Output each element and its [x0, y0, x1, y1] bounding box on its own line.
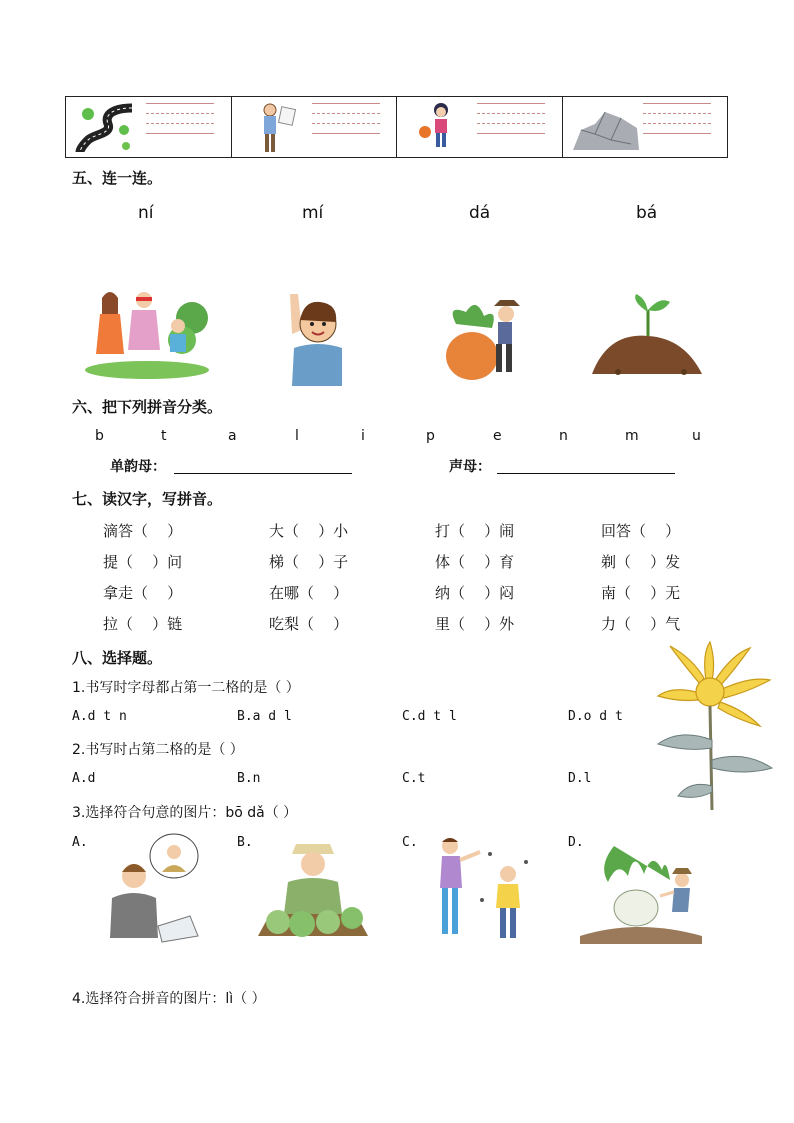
chrysanthemum-image	[640, 640, 790, 812]
item-r2-c3[interactable]: 体（ ）育	[435, 553, 515, 571]
item-r2-c2[interactable]: 梯（ ）子	[269, 553, 349, 571]
question-3: 3.选择符合句意的图片：bō dǎ（ ）	[72, 805, 298, 821]
winding-road-image	[74, 100, 136, 154]
item-r2-c1[interactable]: 提（ ）问	[103, 553, 183, 571]
writing-lines[interactable]	[312, 103, 380, 143]
boy-raising-hand-image	[284, 290, 344, 386]
item-r4-c2[interactable]: 吃梨（ ）	[269, 615, 349, 633]
item-r1-c1[interactable]: 滴答（ ）	[103, 522, 183, 540]
section-5-title: 五、连一连。	[72, 169, 163, 187]
section-6-title: 六、把下列拼音分类。	[72, 398, 223, 416]
pinyin-ni: ní	[138, 203, 154, 223]
letter-a: a	[228, 428, 237, 444]
rock-pile-image	[571, 100, 641, 154]
man-reading-paper-image	[240, 100, 302, 154]
q2-option-c[interactable]: C.t	[402, 771, 426, 786]
letter-b: b	[95, 428, 104, 444]
pinyin-mi: mí	[302, 203, 324, 223]
pinyin-ba: bá	[636, 203, 658, 223]
vowel-label: 单韵母：	[110, 459, 166, 475]
q3-option-d[interactable]: D.	[568, 835, 584, 850]
letter-n: n	[559, 428, 568, 444]
q1-option-a[interactable]: A.d t n	[72, 709, 127, 724]
letter-t: t	[161, 428, 167, 444]
picture-cell-road	[66, 97, 232, 157]
child-basketball-image	[405, 100, 467, 154]
people-dancing-image	[430, 834, 534, 944]
letter-u: u	[692, 428, 701, 444]
pinyin-da: dá	[469, 203, 491, 223]
item-r3-c2[interactable]: 在哪（ ）	[269, 584, 349, 602]
vowel-answer-line[interactable]	[174, 473, 352, 474]
letter-p: p	[426, 428, 435, 444]
question-2: 2.书写时占第二格的是（ ）	[72, 742, 244, 758]
item-r3-c3[interactable]: 纳（ ）闷	[435, 584, 515, 602]
item-r3-c1[interactable]: 拿走（ ）	[103, 584, 183, 602]
question-1: 1.书写时字母都占第一二格的是（ ）	[72, 680, 300, 696]
writing-lines[interactable]	[477, 103, 545, 143]
picture-cell-basketball	[397, 97, 563, 157]
letter-e: e	[493, 428, 502, 444]
picture-cell-rocks	[563, 97, 728, 157]
q1-option-d[interactable]: D.o d t	[568, 709, 623, 724]
initial-label: 声母：	[449, 459, 491, 475]
q3-option-b[interactable]: B.	[237, 835, 253, 850]
q2-option-d[interactable]: D.l	[568, 771, 592, 786]
children-playing-blindfold-image	[82, 288, 212, 380]
letter-m: m	[625, 428, 639, 444]
picture-writing-table	[65, 96, 728, 158]
farmer-cabbages-image	[256, 836, 370, 944]
man-pulling-radish-image	[436, 294, 526, 386]
sprout-in-soil-image	[588, 292, 706, 384]
item-r2-c4[interactable]: 剃（ ）发	[601, 553, 681, 571]
initial-answer-line[interactable]	[497, 473, 675, 474]
item-r4-c1[interactable]: 拉（ ）链	[103, 615, 183, 633]
writing-lines[interactable]	[643, 103, 711, 143]
item-r4-c4[interactable]: 力（ ）气	[601, 615, 681, 633]
writing-lines[interactable]	[146, 103, 214, 143]
question-4: 4.选择符合拼音的图片：lì（ ）	[72, 991, 266, 1007]
q3-option-a[interactable]: A.	[72, 835, 88, 850]
item-r1-c2[interactable]: 大（ ）小	[269, 522, 349, 540]
item-r4-c3[interactable]: 里（ ）外	[435, 615, 515, 633]
q1-option-c[interactable]: C.d t l	[402, 709, 457, 724]
q2-option-b[interactable]: B.n	[237, 771, 261, 786]
item-r3-c4[interactable]: 南（ ）无	[601, 584, 681, 602]
picture-cell-man	[232, 97, 398, 157]
section-7-title: 七、读汉字，写拼音。	[72, 490, 223, 508]
q1-option-b[interactable]: B.a d l	[237, 709, 292, 724]
man-on-phone-image	[98, 832, 202, 950]
q3-option-c[interactable]: C.	[402, 835, 418, 850]
letter-l: l	[295, 428, 299, 444]
pulling-radish-image	[578, 836, 704, 944]
item-r1-c4[interactable]: 回答（ ）	[601, 522, 681, 540]
q2-option-a[interactable]: A.d	[72, 771, 96, 786]
item-r1-c3[interactable]: 打（ ）闹	[435, 522, 515, 540]
letter-i: i	[361, 428, 365, 444]
section-8-title: 八、选择题。	[72, 649, 163, 667]
